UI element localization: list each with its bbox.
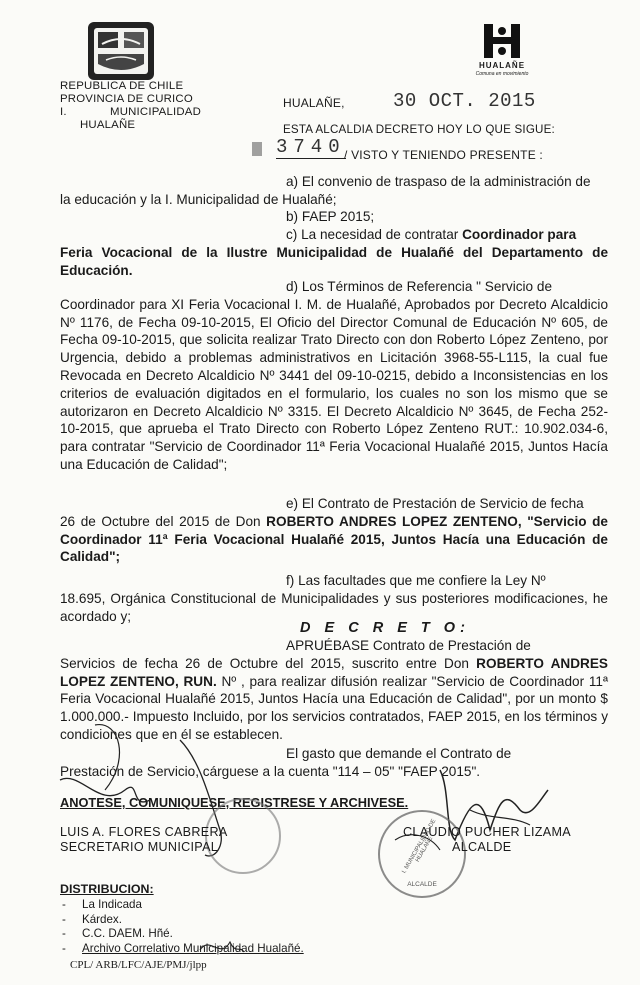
visto-line: / VISTO Y TENIENDO PRESENTE : — [344, 148, 543, 162]
list-item: - Archivo Correlativo Municipalidad Hualañé. — [60, 942, 304, 957]
para-e: e) El Contrato de Prestación de Servicio de fecha 26 de Octubre del 2015 de Don ROBERTO ANDRES LOPEZ ZENTENO, "Servicio de Coordinador 11ª Feria Vocacional Hualañé 2015, Juntos Hacía una Educación de Calidad"; — [60, 496, 608, 565]
muni-prefix: I. — [60, 106, 67, 118]
para-c: c) La necesidad de contratar Coordinador para Feria Vocacional de la Ilustre Municipalidad de Hualañé del Departamento de Educación. — [60, 227, 608, 278]
para-a-line1: a) El convenio de traspaso de la administración de — [286, 174, 591, 189]
para-f-body: 18.695, Orgánica Constitucional de Municipalidades y sus posteriores modificaciones, he acordado y; — [60, 590, 608, 624]
anotese-line: ANOTESE, COMUNIQUESE, REGISTRESE Y ARCHIVESE. — [60, 795, 409, 810]
para-b: b) FAEP 2015; — [286, 209, 375, 224]
para-a-line2: la educación y la I. Municipalidad de Hualañé; — [60, 191, 337, 207]
logo-tagline: Comuna en movimiento — [475, 71, 529, 77]
republic-line: REPUBLICA DE CHILE — [60, 80, 184, 92]
place-label: HUALAÑE, — [283, 96, 345, 110]
mayor-name: CLAUDIO PUCHER LIZAMA — [403, 825, 571, 839]
decree-number: 3740 — [276, 136, 346, 158]
para-gasto: El gasto que demande el Contrato de Prestación de Servicio, cárguese a la cuenta "114 – 05" "FAEP 2015". — [60, 746, 512, 779]
alcalde-seal — [378, 810, 466, 898]
initials-line: CPL/ ARB/LFC/AJE/PMJ/jlpp — [70, 959, 207, 971]
distribution-list — [60, 898, 304, 956]
date-stamp: 30 OCT. 2015 — [393, 90, 536, 112]
mayor-title: ALCALDE — [452, 840, 512, 854]
list-item: - Kárdex. — [60, 913, 304, 928]
para-d-body: Coordinador para XI Feria Vocacional I. M. de Hualañé, Aprobados por Decreto Alcaldicio Nº 1176, de Fecha 09-10-2015, El Oficio del Director Comunal de Educación Nº 605, de Fecha 09-10-2015, que solicita realizar Trato Directo con don Roberto López Zenteno, por Urgencia, debido a problemas administrativos en Licitación 3968-55-L115, la cual fue Revocada en Decreto Alcaldicio Nº 3441 del 09-10-0215, debido a Inconsistencias en los criterios de evaluación digitados en el formulario, los cuales no son los mismo que se autorizaron en Decreto Alcaldicio Nº 3315. El Decreto Alcaldicio Nº 3645, de Fecha 252-10-2015, que aprueba el Trato Directo con Roberto López Zenteno RUT.: 10.902.034-6, para contratar "Servicio de Coordinador 11ª Feria Vocacional Hualañé 2015, Juntos Hacía una Educación de Calidad"; — [60, 296, 608, 472]
para-f: f) Las facultades que me confiere la Ley Nº 18.695, Orgánica Constitucional de Municipalidades y sus posteriores modificaciones, he acordado y; — [60, 573, 608, 624]
seal-bottom-text: ALCALDE — [407, 881, 437, 888]
alcaldia-line: ESTA ALCALDIA DECRETO HOY LO QUE SIGUE: — [283, 123, 555, 136]
para-c-bold: Feria Vocacional de la Ilustre Municipalidad de Hualañé del Departamento de Educación. — [60, 244, 608, 278]
logo-caption: HUALAÑE — [478, 61, 526, 70]
seal-text: I. MUNICIPALIDAD DE HUALAÑE — [401, 818, 438, 875]
town-line: HUALAÑE — [80, 119, 136, 131]
para-apruebase: APRUÉBASE Contrato de Prestación de Servicios de fecha 26 de Octubre del 2015, suscrito entre Don ROBERTO ANDRES LOPEZ ZENTENO, RUN. Nº , para realizar difusión realizar "Servicio de Coordinador 11ª Feria Vocacional Hualañé 2015, Juntos Hacía una Educación de Calidad", por un monto $ 1.000.000.- Impuesto Incluido, por los servicios contratados, FAEP 2015, en los términos y condiciones que en él se establecen. — [60, 638, 608, 742]
province-line: PROVINCIA DE CURICO — [60, 93, 193, 105]
para-d: d) Los Términos de Referencia " Servicio de Coordinador para XI Feria Vocacional I. M. de Hualañé, Aprobados por Decreto Alcaldicio Nº 1176, de Fecha 09-10-2015, El Oficio del Director Comunal de Educación Nº 605, de Fecha 09-10-2015, que solicita realizar Trato Directo con don Roberto López Zenteno, por Urgencia, debido a problemas administrativos en Licitación 3968-55-L115, la cual fue Revocada en Decreto Alcaldicio Nº 3441 del 09-10-0215, debido a Inconsistencias en los criterios de evaluación digitados en el formulario, los cuales no son los mismo que se autorizaron en Decreto Alcaldicio Nº 3315. El Decreto Alcaldicio Nº 3645, de Fecha 252-10-2015, que aprueba el Trato Directo con Roberto López Zenteno RUT.: 10.902.034-6, para contratar "Servicio de Coordinador 11ª Feria Vocacional Hualañé 2015, Juntos Hacía una Educación de Calidad"; — [60, 279, 608, 472]
list-item: - C.C. DAEM. Hñé. — [60, 927, 304, 942]
secretary-title: SECRETARIO MUNICIPAL — [60, 840, 219, 854]
muni-line: MUNICIPALIDAD — [110, 106, 201, 118]
list-item: - La Indicada — [60, 898, 304, 913]
decreto-heading: D E C R E T O: — [300, 620, 470, 636]
distribution-title: DISTRIBUCION: — [60, 882, 154, 896]
secretary-name: LUIS A. FLORES CABRERA — [60, 825, 228, 839]
